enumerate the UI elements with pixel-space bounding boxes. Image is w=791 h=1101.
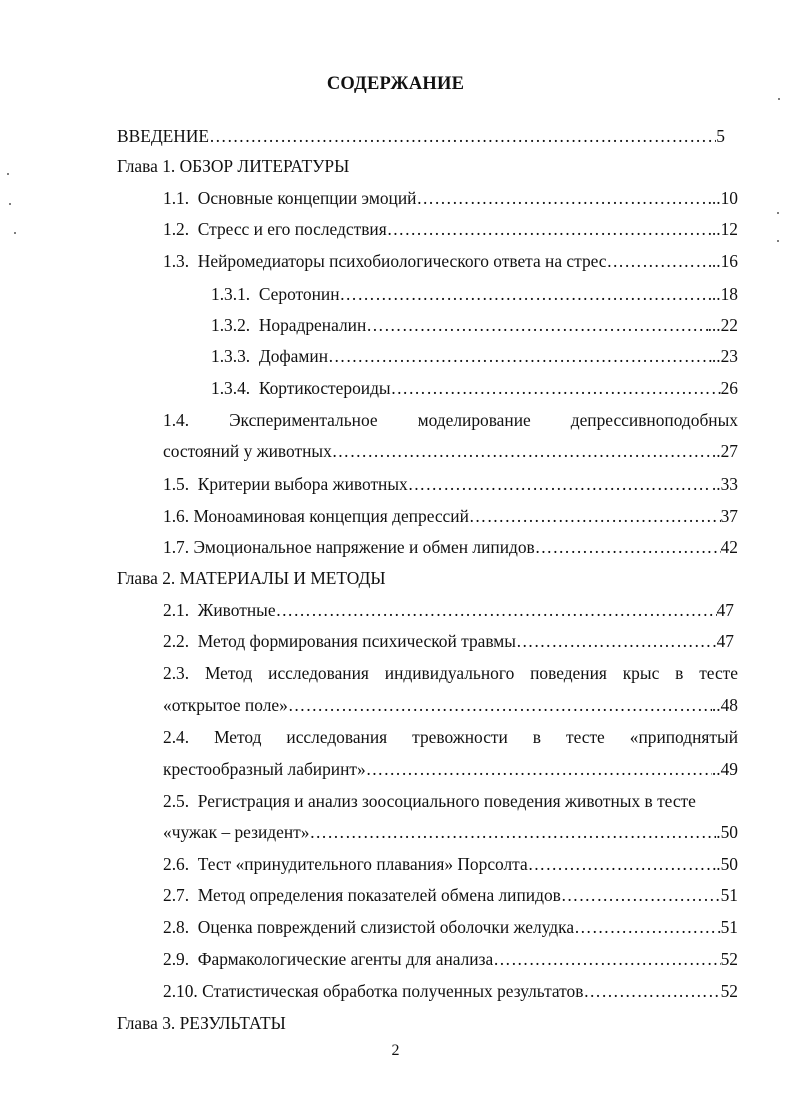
toc-entry-number: 2.10. bbox=[163, 981, 198, 1001]
toc-entry-number: 2.6. bbox=[163, 854, 190, 874]
toc-entry-label: Метод определения показателей обмена липидов bbox=[197, 885, 561, 905]
toc-entry-label: Фармакологические агенты для анализа bbox=[197, 949, 494, 969]
toc-entry-number: 2.8. bbox=[163, 917, 190, 937]
toc-entry-label: ВВЕДЕНИЕ bbox=[117, 126, 210, 146]
toc-entry-page: ..33 bbox=[711, 474, 738, 494]
scan-speck bbox=[777, 240, 779, 242]
toc-leader-dots bbox=[387, 218, 712, 240]
toc-entry-page: 51 bbox=[720, 917, 738, 937]
toc-entry-2-4[interactable] bbox=[163, 726, 738, 748]
toc-leader-dots bbox=[209, 125, 716, 147]
toc-entry-page: ..27 bbox=[711, 441, 738, 461]
toc-entry-1-3-3[interactable] bbox=[211, 345, 738, 367]
toc-entry-page: 26 bbox=[720, 378, 738, 398]
toc-entry-word: 2.3. bbox=[163, 663, 190, 683]
toc-entry-1-3[interactable] bbox=[163, 250, 738, 272]
toc-entry-page: 47 bbox=[716, 631, 734, 651]
toc-entry-word: Метод bbox=[214, 727, 262, 747]
toc-entry-word: тесте bbox=[699, 663, 738, 683]
toc-leader-dots bbox=[561, 884, 721, 906]
toc-entry-page: 42 bbox=[720, 537, 738, 557]
chapter-3-heading: Глава 3. РЕЗУЛЬТАТЫ bbox=[117, 1013, 286, 1033]
toc-entry-label: Основные концепции эмоций bbox=[197, 188, 417, 208]
toc-entry-2-3-continuation[interactable] bbox=[163, 694, 738, 716]
toc-leader-dots bbox=[340, 283, 712, 305]
toc-entry-2-10[interactable] bbox=[163, 980, 738, 1002]
toc-entry-1-3-4[interactable] bbox=[211, 377, 738, 399]
toc-entry-1-6[interactable] bbox=[163, 505, 738, 527]
toc-leader-dots bbox=[469, 505, 721, 527]
toc-entry-2-7[interactable] bbox=[163, 884, 738, 906]
toc-entry-label: Моноаминовая концепция депрессий bbox=[193, 506, 469, 526]
toc-entry-2-6[interactable] bbox=[163, 853, 738, 875]
toc-entry-1-3-1[interactable] bbox=[211, 283, 738, 305]
toc-entry-1-4[interactable] bbox=[163, 409, 738, 431]
toc-entry-word: Экспериментальное bbox=[229, 410, 378, 430]
scan-speck bbox=[14, 232, 16, 234]
toc-leader-dots bbox=[366, 314, 707, 336]
toc-entry-number: 1.3.1. bbox=[211, 284, 251, 304]
toc-entry-2-5-continuation[interactable] bbox=[163, 821, 738, 843]
toc-entry-label: Тест «принудительного плавания» Порсолта bbox=[197, 854, 528, 874]
toc-entry-page: ..12 bbox=[711, 219, 738, 239]
toc-entry-page: ..10 bbox=[711, 188, 738, 208]
scan-speck bbox=[9, 203, 11, 205]
toc-entry-number: 2.9. bbox=[163, 949, 190, 969]
toc-entry-1-7[interactable] bbox=[163, 536, 738, 558]
chapter-1-heading: Глава 1. ОБЗОР ЛИТЕРАТУРЫ bbox=[117, 156, 350, 176]
toc-entry-page: ..48 bbox=[711, 695, 738, 715]
toc-entry-word: моделирование bbox=[417, 410, 531, 430]
toc-entry-label: Эмоциональное напряжение и обмен липидов bbox=[193, 537, 535, 557]
toc-leader-dots bbox=[607, 250, 712, 272]
toc-entry-label: «чужак – резидент» bbox=[163, 822, 310, 842]
toc-entry-2-9[interactable] bbox=[163, 948, 738, 970]
toc-entry-number: 2.2. bbox=[163, 631, 190, 651]
toc-entry-page: 51 bbox=[720, 885, 738, 905]
toc-entry-number: 1.7. bbox=[163, 537, 190, 557]
toc-entry-number: 2.1. bbox=[163, 600, 190, 620]
toc-entry-word: депрессивноподобных bbox=[570, 410, 738, 430]
toc-entry-label: Дофамин bbox=[258, 346, 329, 366]
toc-entry-number: 1.3.2. bbox=[211, 315, 251, 335]
toc-entry-page: ..18 bbox=[711, 284, 738, 304]
toc-entry-number: 1.2. bbox=[163, 219, 190, 239]
page-number: 2 bbox=[391, 1042, 400, 1059]
toc-entry-number: 2.7. bbox=[163, 885, 190, 905]
toc-entry-1-3-2[interactable] bbox=[211, 314, 738, 336]
toc-entry-label: Метод формирования психической травмы bbox=[197, 631, 516, 651]
toc-entry-2-5[interactable]: 2.5. Регистрация и анализ зоосоциального поведения животных в тесте bbox=[163, 791, 696, 811]
toc-entry-word: крыс bbox=[622, 663, 660, 683]
toc-entry-1-2[interactable] bbox=[163, 218, 738, 240]
toc-entry-number: 1.6. bbox=[163, 506, 190, 526]
toc-leader-dots bbox=[276, 599, 717, 621]
toc-entry-page: 52 bbox=[720, 949, 738, 969]
toc-entry-number: 1.5. bbox=[163, 474, 190, 494]
toc-leader-dots bbox=[528, 853, 717, 875]
toc-leader-dots bbox=[408, 473, 712, 495]
toc-leader-dots bbox=[416, 187, 711, 209]
toc-entry-word: тревожности bbox=[412, 727, 508, 747]
toc-entry-2-3[interactable] bbox=[163, 662, 738, 684]
toc-entry-page: 47 bbox=[716, 600, 734, 620]
toc-entry-page: 52 bbox=[720, 981, 738, 1001]
toc-entry-2-2[interactable] bbox=[163, 630, 734, 652]
toc-entry-page: .50 bbox=[716, 854, 738, 874]
toc-leader-dots bbox=[309, 821, 716, 843]
toc-entry-1-5[interactable] bbox=[163, 473, 738, 495]
toc-entry-page: .50 bbox=[716, 822, 738, 842]
toc-entry-word: исследования bbox=[286, 727, 388, 747]
toc-entry-number: 1.1. bbox=[163, 188, 190, 208]
toc-entry-label: состояний у животных bbox=[163, 441, 332, 461]
toc-entry-page: ...22 bbox=[707, 315, 738, 335]
toc-entry-1-4-continuation[interactable] bbox=[163, 440, 738, 462]
toc-entry-label: крестообразный лабиринт» bbox=[163, 759, 366, 779]
toc-entry-word: поведения bbox=[530, 663, 607, 683]
toc-entry-number: 1.4. bbox=[163, 410, 190, 430]
toc-leader-dots bbox=[535, 536, 721, 558]
toc-leader-dots bbox=[391, 377, 721, 399]
toc-entry-word: Метод bbox=[204, 663, 253, 683]
toc-entry-2-4-continuation[interactable] bbox=[163, 758, 738, 780]
toc-leader-dots bbox=[288, 694, 712, 716]
toc-entry-label: Животные bbox=[197, 600, 276, 620]
scan-speck bbox=[778, 98, 780, 100]
toc-entry-label: Стресс и его последствия bbox=[197, 219, 387, 239]
toc-leader-dots bbox=[516, 630, 717, 652]
toc-leader-dots bbox=[328, 345, 712, 367]
toc-entry-word: «приподнятый bbox=[629, 727, 738, 747]
toc-leader-dots bbox=[366, 758, 712, 780]
chapter-2-heading: Глава 2. МАТЕРИАЛЫ И МЕТОДЫ bbox=[117, 568, 386, 588]
page-title: СОДЕРЖАНИЕ bbox=[326, 74, 465, 94]
toc-entry-label: Критерии выбора животных bbox=[197, 474, 408, 494]
toc-entry-word: в bbox=[675, 663, 684, 683]
toc-leader-dots bbox=[332, 440, 712, 462]
toc-entry-word: исследования bbox=[268, 663, 369, 683]
toc-entry-label: Кортикостероиды bbox=[258, 378, 391, 398]
toc-entry-label: Нейромедиаторы психобиологического ответа на стрес bbox=[197, 251, 607, 271]
toc-entry-label: Норадреналин bbox=[258, 315, 367, 335]
toc-entry-page: ..16 bbox=[711, 251, 738, 271]
scan-speck bbox=[7, 173, 9, 175]
toc-entry-intro[interactable] bbox=[117, 125, 725, 147]
toc-entry-number: 1.3.3. bbox=[211, 346, 251, 366]
scan-speck bbox=[777, 212, 779, 214]
toc-entry-2-8[interactable] bbox=[163, 916, 738, 938]
toc-entry-2-1[interactable] bbox=[163, 599, 734, 621]
toc-entry-page: ..49 bbox=[711, 759, 738, 779]
toc-leader-dots bbox=[574, 916, 721, 938]
toc-entry-page: 5 bbox=[716, 126, 725, 146]
toc-entry-1-1[interactable] bbox=[163, 187, 738, 209]
toc-entry-label: Статистическая обработка полученных результатов bbox=[202, 981, 584, 1001]
toc-entry-page: ..23 bbox=[711, 346, 738, 366]
toc-entry-word: индивидуального bbox=[384, 663, 515, 683]
toc-entry-label: «открытое поле» bbox=[163, 695, 288, 715]
toc-entry-word: тесте bbox=[565, 727, 605, 747]
toc-entry-label: Оценка повреждений слизистой оболочки желудка bbox=[197, 917, 575, 937]
toc-leader-dots bbox=[583, 980, 720, 1002]
toc-entry-word: в bbox=[532, 727, 542, 747]
toc-entry-label: Серотонин bbox=[258, 284, 340, 304]
toc-entry-number: 1.3. bbox=[163, 251, 190, 271]
toc-leader-dots bbox=[493, 948, 720, 970]
toc-entry-number: 1.3.4. bbox=[211, 378, 251, 398]
toc-entry-page: 37 bbox=[720, 506, 738, 526]
toc-entry-word: 2.4. bbox=[163, 727, 190, 747]
